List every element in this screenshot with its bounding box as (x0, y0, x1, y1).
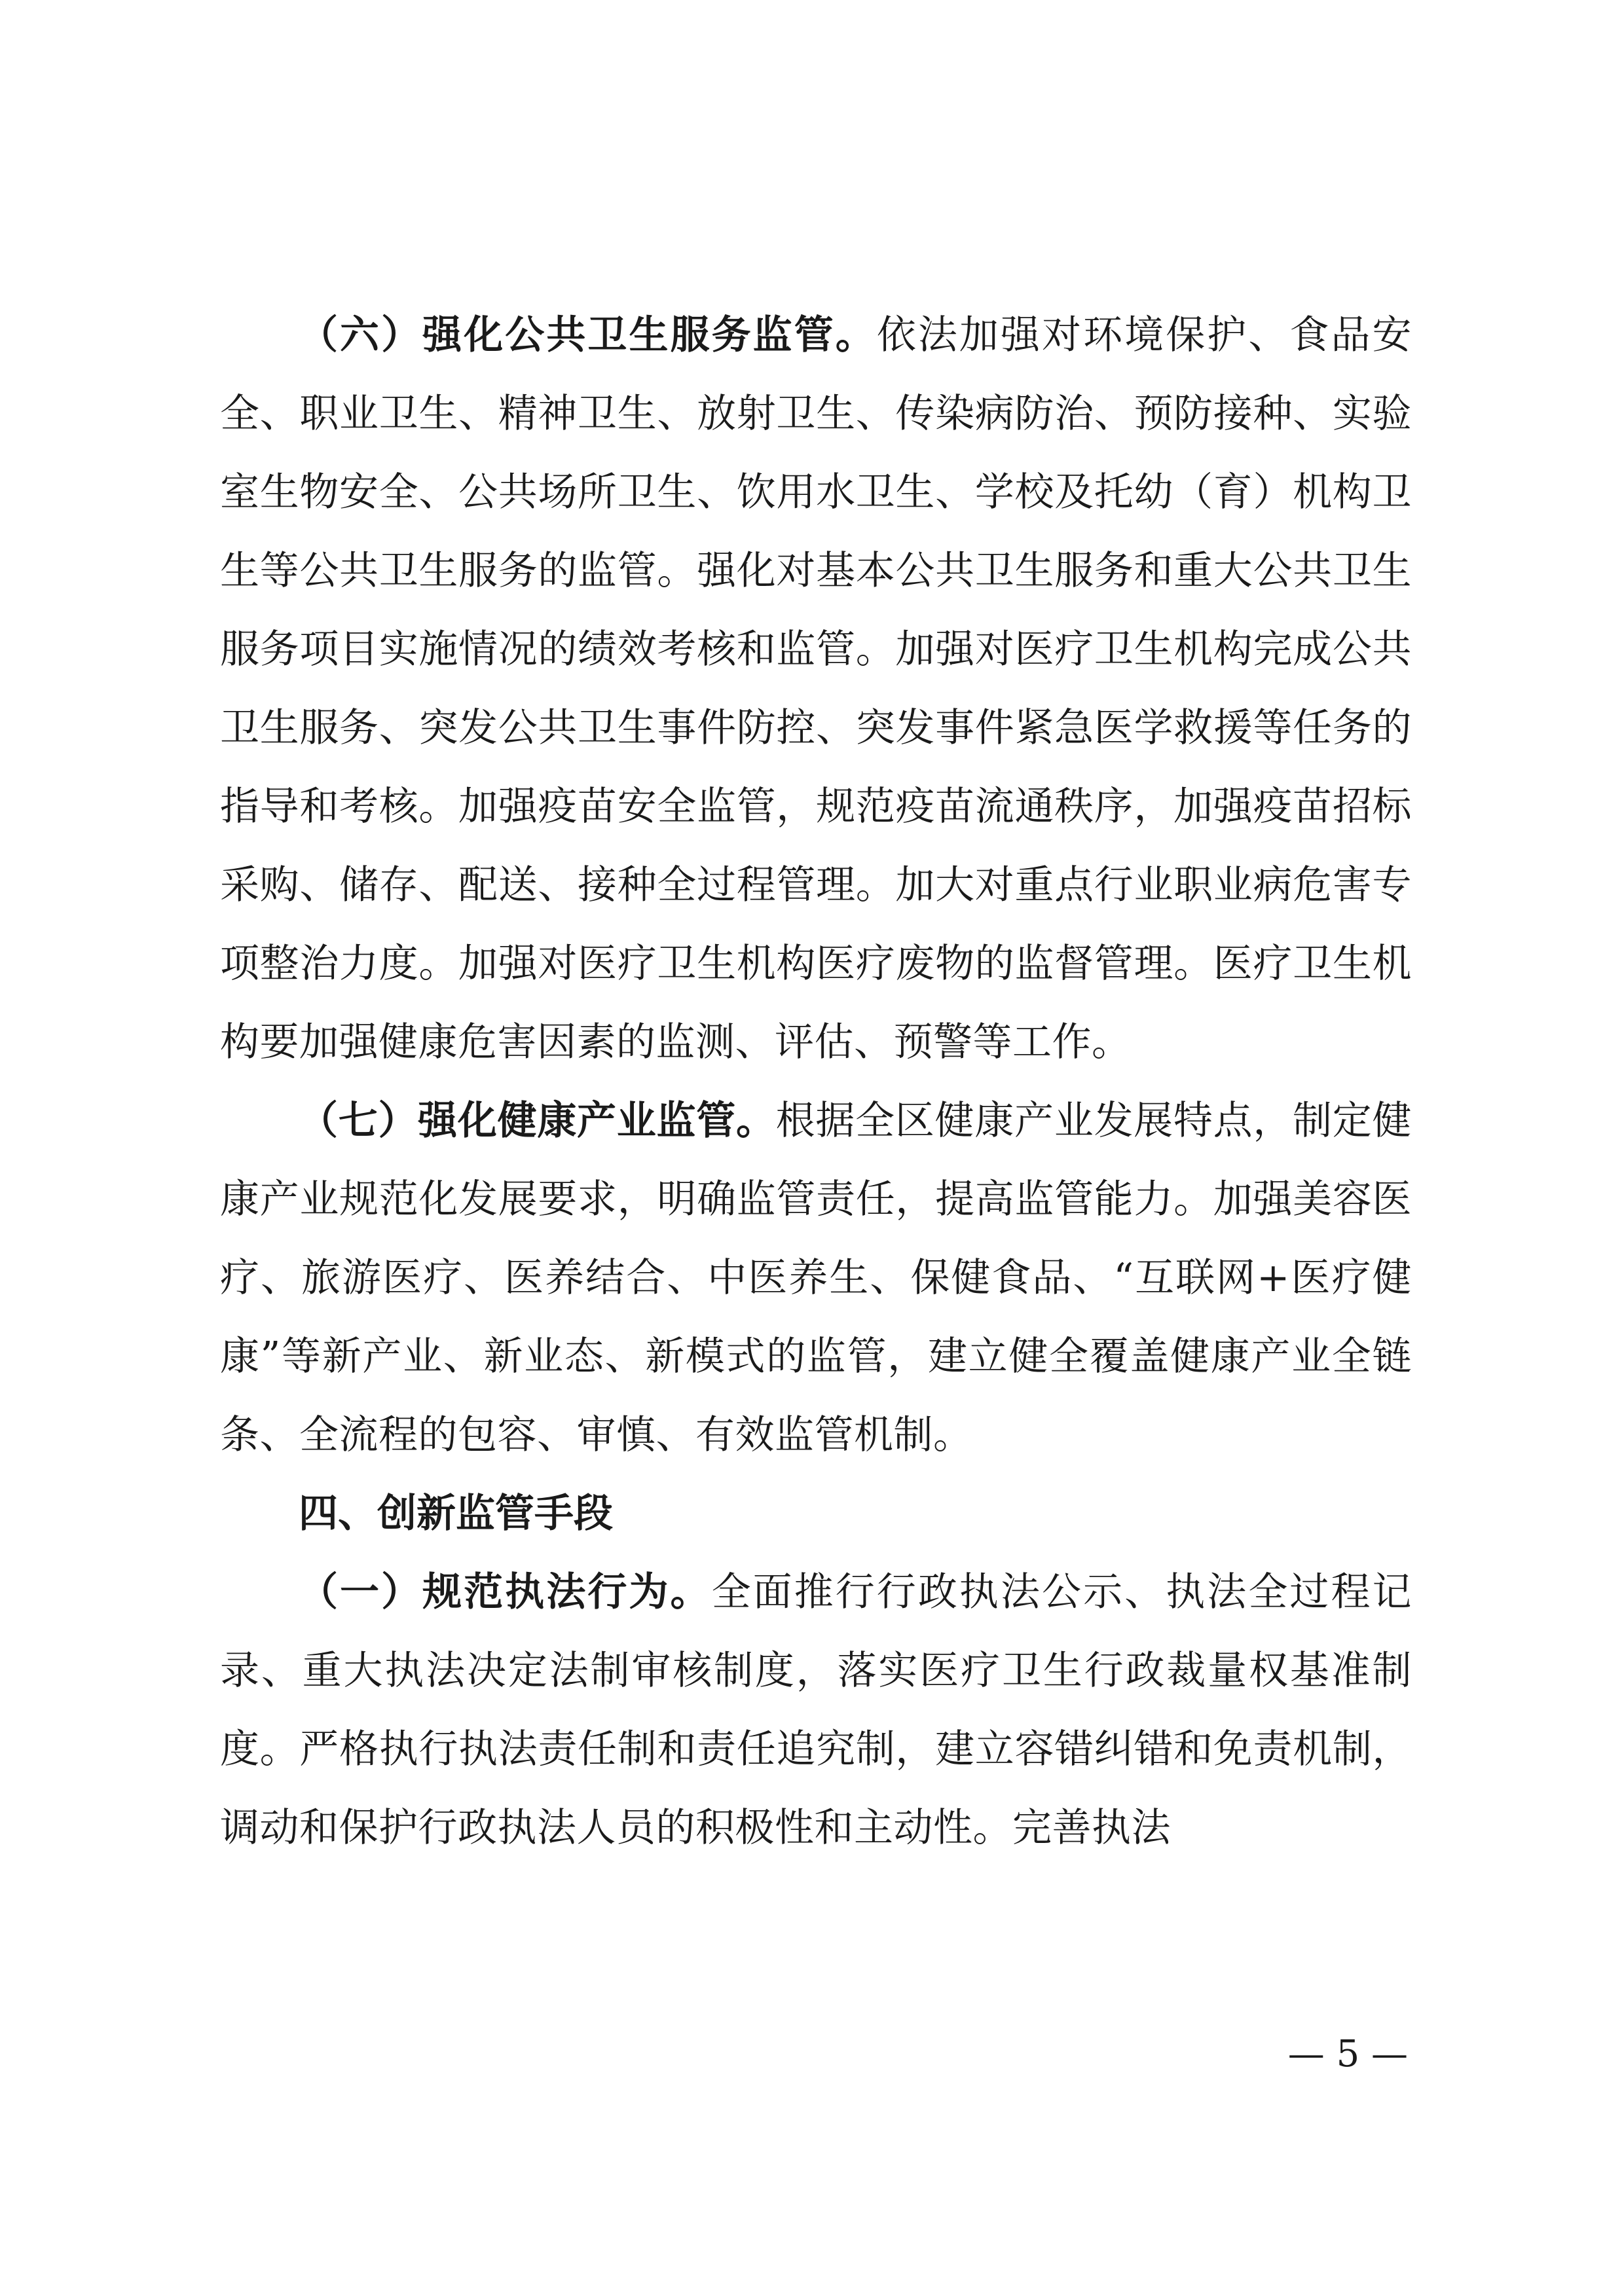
paragraph-7-lead: （七）强化健康产业监管。 (299, 1098, 776, 1144)
paragraph-7-body: 根据全区健康产业发展特点，制定健康产业规范化发展要求，明确监管责任，提高监管能力。加强美容医疗、旅游医疗、医养结合、中医养生、保健食品、“互联网+医疗健康”等新产业、新业态、新模式的监管，建立健全覆盖健康产业全链条、全流程的包容、审慎、有效监管机制。 (220, 1098, 1412, 1458)
paragraph-6-lead: （六）强化公共卫生服务监管。 (299, 312, 877, 358)
paragraph-6 (220, 296, 1412, 1082)
paragraph-6-body: 依法加强对环境保护、食品安全、职业卫生、精神卫生、放射卫生、传染病防治、预防接种、实验室生物安全、公共场所卫生、饮用水卫生、学校及托幼（育）机构卫生等公共卫生服务的监管。强化对基本公共卫生服务和重大公共卫生服务项目实施情况的绩效考核和监管。加强对医疗卫生机构完成公共卫生服务、突发公共卫生事件防控、突发事件紧急医学救援等任务的指导和考核。加强疫苗安全监管，规范疫苗流通秩序，加强疫苗招标采购、储存、配送、接种全过程管理。加大对重点行业职业病危害专项整治力度。加强对医疗卫生机构医疗废物的监督管理。医疗卫生机构要加强健康危害因素的监测、评估、预警等工作。 (220, 312, 1412, 1065)
paragraph-1 (220, 1553, 1412, 1867)
section-heading: 四、创新监管手段 (299, 1491, 613, 1537)
paragraph-1-lead: （一）规范执法行为。 (299, 1569, 712, 1615)
page-number: — 5 — (1287, 2033, 1408, 2075)
paragraph-7 (220, 1082, 1412, 1474)
paragraph-1-body: 全面推行行政执法公示、执法全过程记录、重大执法决定法制审核制度，落实医疗卫生行政裁量权基准制度。严格执行执法责任制和责任追究制，建立容错纠错和免责机制，调动和保护行政执法人员的积极性和主动性。完善执法 (220, 1569, 1412, 1851)
body-text (220, 296, 1412, 1867)
